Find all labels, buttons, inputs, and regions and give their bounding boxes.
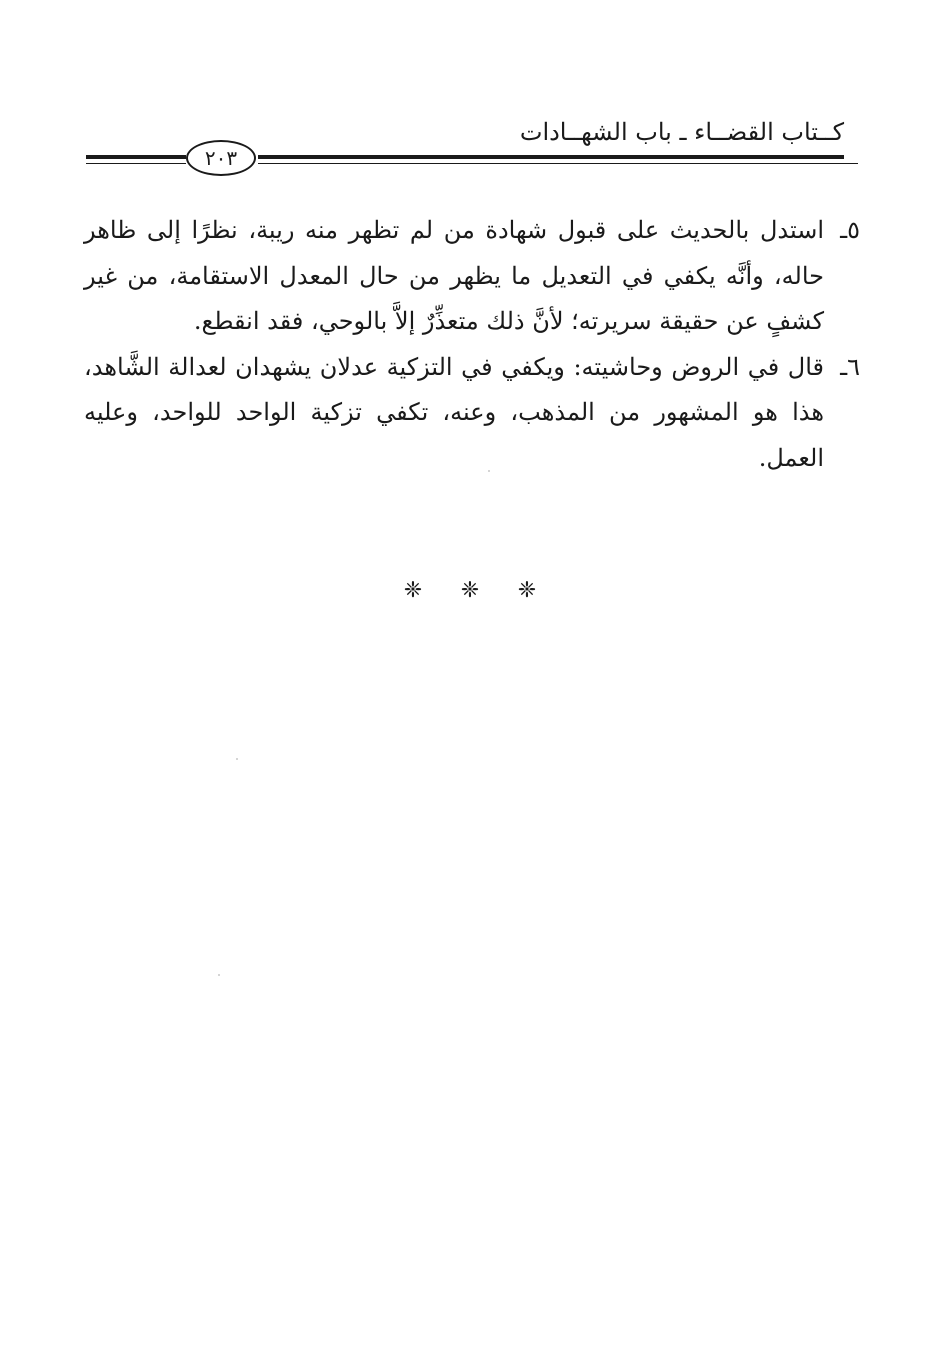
separator-star-icon: ❈	[460, 578, 480, 603]
header-rule-left-thin	[86, 163, 186, 164]
header-rule-right	[258, 155, 844, 159]
section-separator	[0, 578, 940, 603]
paper-speck	[488, 470, 490, 472]
paper-speck	[236, 758, 238, 760]
separator-star-icon: ❈	[517, 578, 537, 603]
header-rule-right-thin	[258, 163, 858, 164]
item-number: ٦ـ	[840, 352, 860, 381]
paper-speck	[218, 974, 220, 976]
separator-star-icon: ❈	[403, 578, 423, 603]
item-number: ٥ـ	[840, 216, 860, 244]
page-number: ٢٠٣	[204, 146, 238, 170]
list-item	[84, 208, 860, 345]
item-text: استدل بالحديث على قبول شهادة من لم تظهر منه ريبة، نظرًا إلى ظاهر حاله، وأنَّه يكفي في التعديل ما يظهر من حال المعدل الاستقامة، من غير كشفٍ عن حقيقة سريرته؛ لأنَّ ذلك متعذِّرٌ إلاَّ بالوحي، فقد انقطع.	[84, 216, 824, 335]
page-number-badge	[186, 140, 256, 176]
header-rule-left	[86, 155, 186, 159]
running-title: كــتاب القضــاء ـ باب الشهــادات	[519, 118, 844, 146]
body-text	[84, 208, 860, 481]
item-text: قال في الروض وحاشيته: ويكفي في التزكية عدلان يشهدان لعدالة الشَّاهد، هذا هو المشهور من المذهب، وعنه، تكفي تزكية الواحد للواحد، وعليه العمل.	[84, 352, 824, 472]
list-item	[84, 345, 860, 482]
